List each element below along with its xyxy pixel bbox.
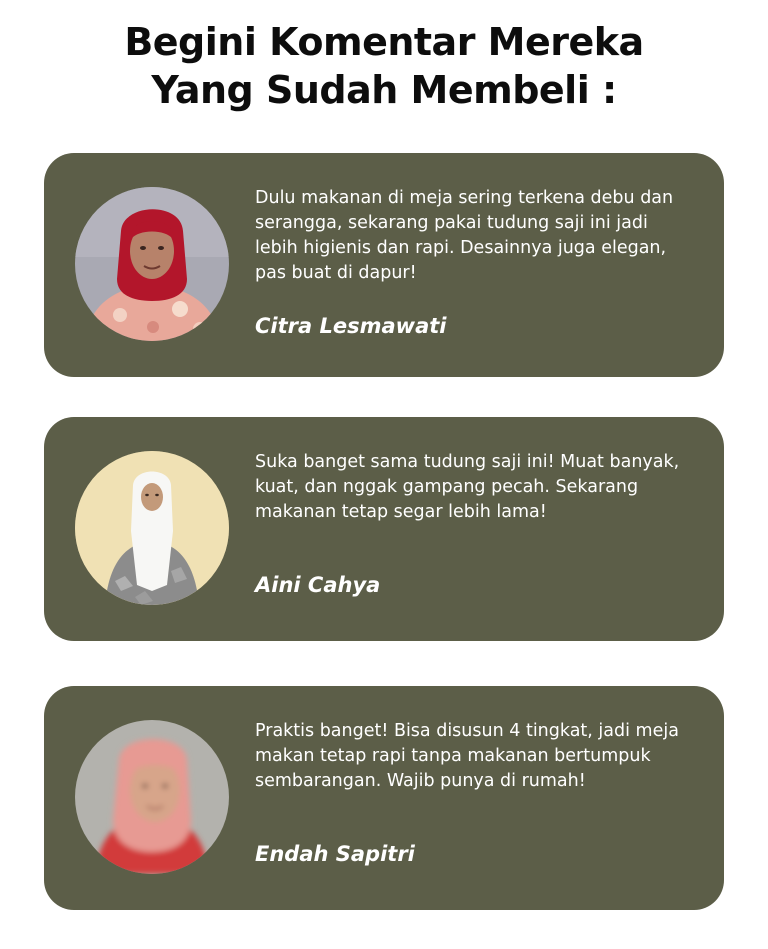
testimonial-quote: Suka banget sama tudung saji ini! Muat banyak, kuat, dan nggak gampang pecah. Sekarang makanan tetap segar lebih lama! — [255, 452, 680, 522]
testimonial-name: Endah Sapitri — [255, 842, 415, 866]
testimonial-quote: Dulu makanan di meja sering terkena debu dan serangga, sekarang pakai tudung saji ini jadi lebih higienis dan rapi. Desainnya juga elegan, pas buat di dapur! — [255, 188, 674, 283]
testimonial-card — [44, 417, 724, 641]
page-title-line-2: Yang Sudah Membeli : — [151, 68, 617, 112]
avatar — [75, 187, 229, 341]
page-title — [0, 18, 768, 114]
testimonial-card — [44, 153, 724, 377]
testimonial-name: Aini Cahya — [255, 573, 381, 597]
avatar — [75, 451, 229, 605]
testimonial-quote: Praktis banget! Bisa disusun 4 tingkat, jadi meja makan tetap rapi tanpa makanan bertumpuk sembarangan. Wajib punya di rumah! — [255, 721, 679, 791]
avatar — [75, 720, 229, 874]
woman-white-hijab-photo-icon — [75, 451, 229, 605]
woman-red-hijab-photo-icon — [75, 187, 229, 341]
woman-pink-hijab-photo-icon — [75, 720, 229, 874]
testimonial-card — [44, 686, 724, 910]
testimonial-name: Citra Lesmawati — [255, 314, 447, 338]
page-title-line-1: Begini Komentar Mereka — [124, 20, 644, 64]
